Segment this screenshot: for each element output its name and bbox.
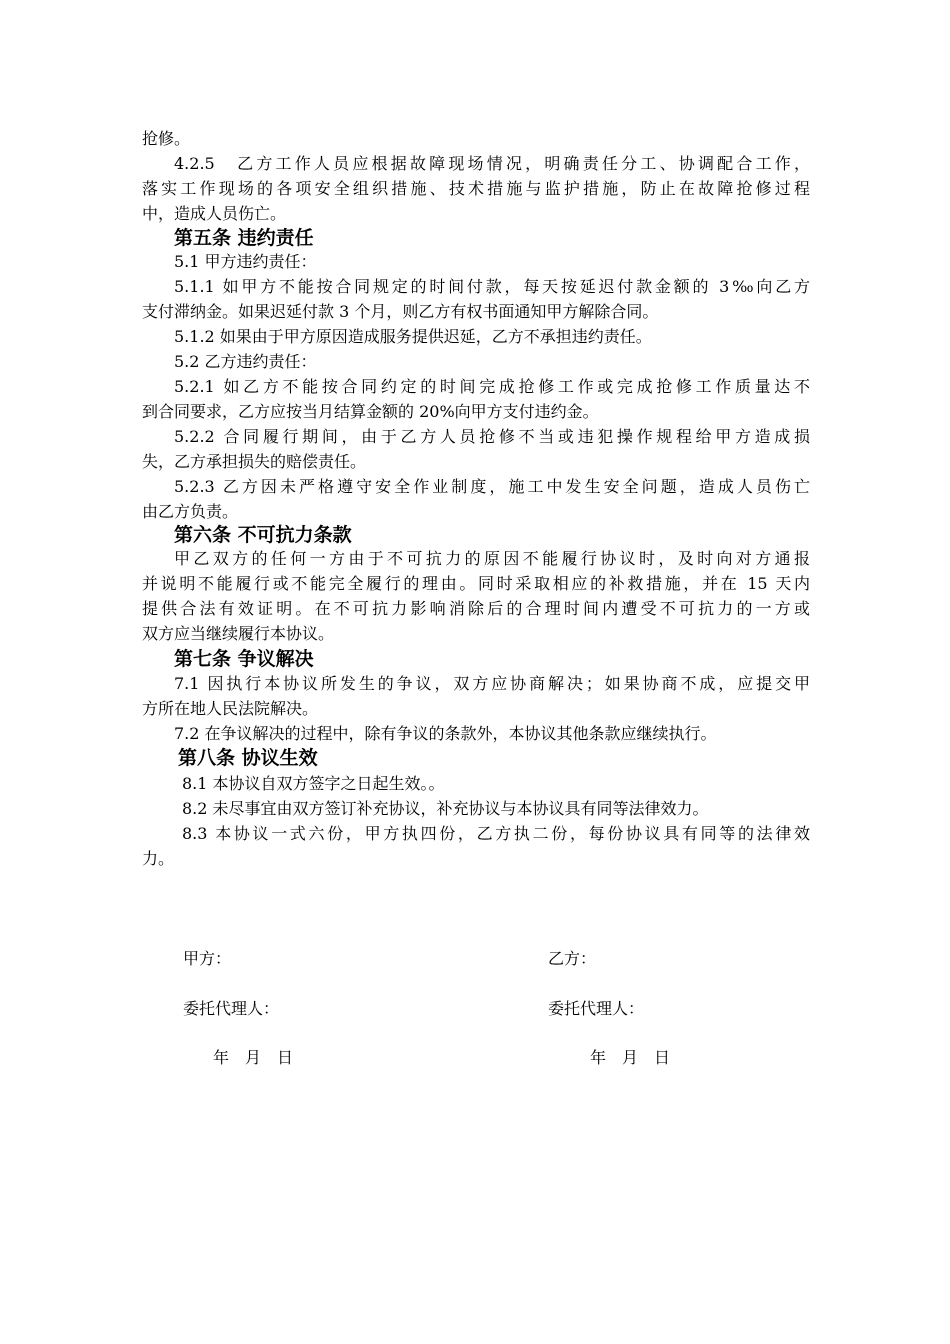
paragraph-line: 8.2 未尽事宜由双方签订补充协议，补充协议与本协议具有同等法律效力。 — [182, 799, 709, 818]
paragraph-line: 5.1.1 如甲方不能按合同规定的时间付款，每天按延迟付款金额的 3‰向乙方 — [174, 277, 810, 296]
paragraph-line: 8.1 本协议自双方签字之日起生效。。 — [182, 774, 445, 793]
paragraph-line: 抢修。 — [142, 129, 191, 148]
party-b-date: 年 月 日 — [590, 1048, 671, 1067]
paragraph-line: 8.3 本协议一式六份，甲方执四份，乙方执二份，每份协议具有同等的法律效 — [182, 824, 810, 843]
paragraph-line: 5.1 甲方违约责任： — [174, 252, 317, 271]
paragraph-line: 到合同要求，乙方应按当月结算金额的 20%向甲方支付违约金。 — [142, 402, 599, 421]
article-8-heading: 第八条 协议生效 — [178, 747, 318, 769]
party-b-agent-label: 委托代理人： — [548, 999, 645, 1018]
paragraph-line: 并说明不能履行或不能完全履行的理由。同时采取相应的补救措施，并在 15 天内 — [142, 574, 810, 593]
paragraph-line: 力。 — [142, 849, 175, 868]
party-b-label: 乙方： — [548, 949, 597, 968]
paragraph-line: 7.2 在争议解决的过程中，除有争议的条款外，本协议其他条款应继续执行。 — [174, 724, 717, 743]
paragraph-line: 甲乙双方的任何一方由于不可抗力的原因不能履行协议时，及时向对方通报 — [174, 549, 810, 568]
party-a-date: 年 月 日 — [213, 1048, 294, 1067]
paragraph-line: 支付滞纳金。如果迟延付款 3 个月，则乙方有权书面通知甲方解除合同。 — [142, 302, 659, 321]
article-5-heading: 第五条 违约责任 — [174, 227, 314, 249]
paragraph-line: 5.2.3 乙方因未严格遵守安全作业制度，施工中发生安全问题，造成人员伤亡 — [174, 477, 810, 496]
party-a-label: 甲方： — [183, 949, 232, 968]
party-a-agent-label: 委托代理人： — [183, 999, 280, 1018]
paragraph-line: 提供合法有效证明。在不可抗力影响消除后的合理时间内遭受不可抗力的一方或 — [142, 599, 810, 618]
paragraph-line: 7.1 因执行本协议所发生的争议，双方应协商解决；如果协商不成，应提交甲 — [174, 674, 810, 693]
paragraph-line: 5.2 乙方违约责任： — [174, 352, 317, 371]
paragraph-line: 失，乙方承担损失的赔偿责任。 — [142, 452, 367, 471]
paragraph-line: 中，造成人员伤亡。 — [142, 204, 287, 223]
paragraph-line: 4.2.5 乙方工作人员应根据故障现场情况，明确责任分工、协调配合工作， — [174, 154, 810, 173]
paragraph-line: 由乙方负责。 — [142, 502, 239, 521]
paragraph-line: 方所在地人民法院解决。 — [142, 699, 319, 718]
article-7-heading: 第七条 争议解决 — [174, 648, 314, 670]
paragraph-line: 5.2.2 合同履行期间，由于乙方人员抢修不当或违犯操作规程给甲方造成损 — [174, 427, 810, 446]
paragraph-line: 5.2.1 如乙方不能按合同约定的时间完成抢修工作或完成抢修工作质量达不 — [174, 377, 810, 396]
paragraph-line: 5.1.2 如果由于甲方原因造成服务提供迟延，乙方不承担违约责任。 — [174, 327, 652, 346]
paragraph-line: 双方应当继续履行本协议。 — [142, 624, 335, 643]
article-6-heading: 第六条 不可抗力条款 — [174, 524, 352, 546]
paragraph-line: 落实工作现场的各项安全组织措施、技术措施与监护措施，防止在故障抢修过程 — [142, 179, 810, 198]
